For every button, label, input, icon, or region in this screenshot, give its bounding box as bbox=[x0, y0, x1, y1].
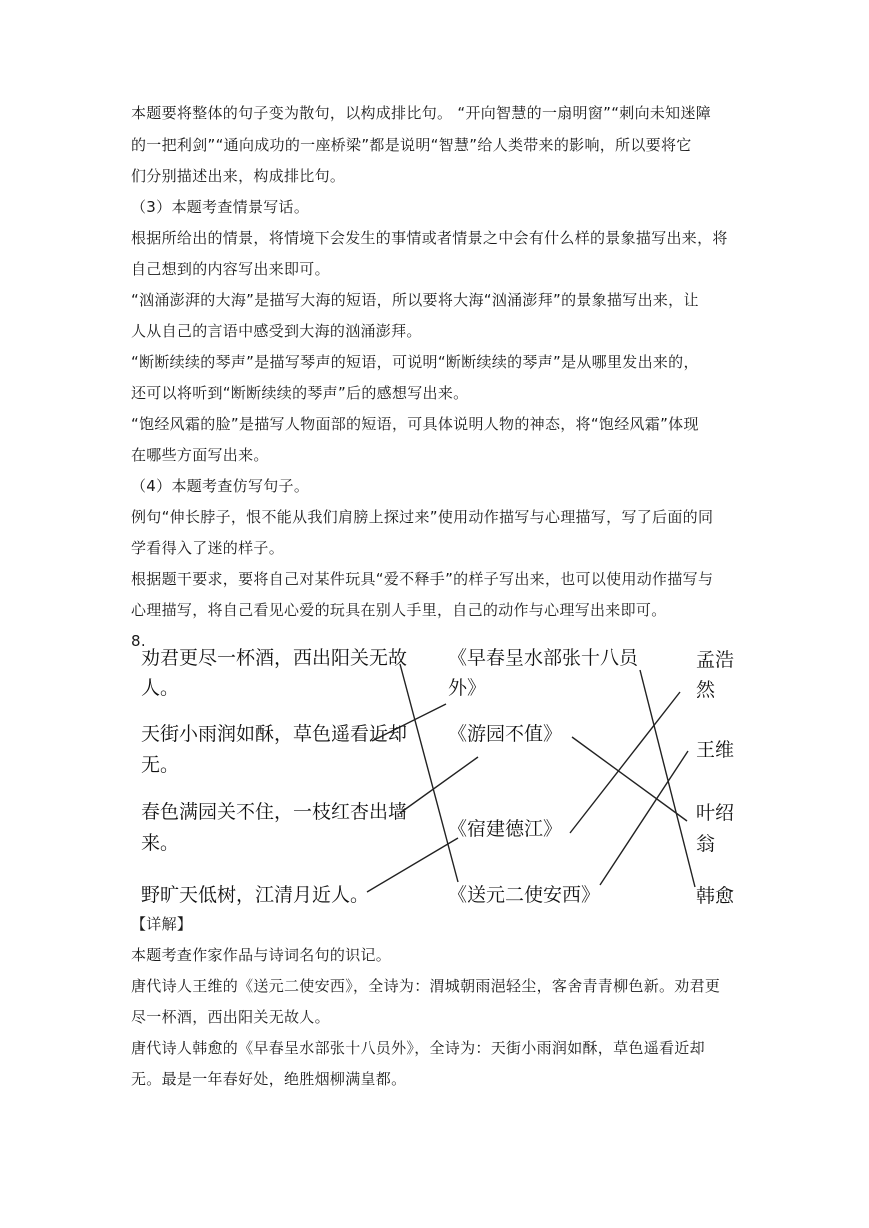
author-item: 孟浩 bbox=[696, 649, 735, 671]
connector-line bbox=[640, 670, 695, 887]
paragraph-line: 心理描写，将自己看见心爱的玩具在别人手里，自己的动作与心理写出来即可。 bbox=[131, 601, 667, 619]
verse-item: 劝君更尽一杯酒，西出阳关无故 bbox=[141, 647, 408, 669]
paragraph-line: 根据所给出的情景，将情境下会发生的事情或者情景之中会有什么样的景象描写出来，将 bbox=[131, 229, 728, 247]
verse-item: 无。 bbox=[141, 754, 180, 776]
question-number: 8. bbox=[131, 632, 146, 650]
connector-line bbox=[367, 838, 458, 892]
title-item: 《宿建德江》 bbox=[448, 818, 563, 840]
title-item: 《送元二使安西》 bbox=[448, 884, 601, 906]
title-item: 外》 bbox=[448, 677, 487, 699]
title-item: 《早春呈水部张十八员 bbox=[448, 647, 639, 669]
paragraph-line: 尽一杯酒，西出阳关无故人。 bbox=[131, 1008, 330, 1026]
paragraph-line: 的一把利剑”“通向成功的一座桥梁”都是说明“智慧”给人类带来的影响，所以要将它 bbox=[131, 136, 692, 154]
author-item: 王维 bbox=[696, 739, 735, 761]
author-item: 翁 bbox=[696, 833, 716, 855]
paragraph-line: 在哪些方面写出来。 bbox=[131, 446, 269, 464]
title-item: 《游园不值》 bbox=[448, 723, 563, 745]
connector-line bbox=[400, 757, 478, 813]
paragraph-line: 唐代诗人王维的《送元二使安西》，全诗为：渭城朝雨浥轻尘，客舍青青柳色新。劝君更 bbox=[131, 977, 721, 995]
paragraph-line: 们分别描述出来，构成排比句。 bbox=[131, 167, 346, 185]
paragraph-line: 学看得入了迷的样子。 bbox=[131, 539, 285, 557]
paragraph-line: 自己想到的内容写出来即可。 bbox=[131, 260, 330, 278]
verse-item: 春色满园关不住，一枝红杏出墙 bbox=[141, 801, 408, 823]
connector-line bbox=[600, 751, 688, 885]
paragraph-line: 人从自己的言语中感受到大海的汹涌澎拜。 bbox=[131, 322, 422, 340]
paragraph-line: （3）本题考查情景写话。 bbox=[131, 198, 310, 216]
paragraph-line: “断断续续的琴声”是描写琴声的短语，可说明“断断续续的琴声”是从哪里发出来的， bbox=[131, 353, 699, 371]
verse-item: 天街小雨润如酥，草色遥看近却 bbox=[141, 723, 408, 745]
author-item: 叶绍 bbox=[696, 802, 735, 824]
author-item: 然 bbox=[696, 679, 716, 701]
paragraph-line: 本题考查作家作品与诗词名句的识记。 bbox=[131, 946, 392, 964]
author-item: 韩愈 bbox=[696, 885, 735, 907]
paragraph-line: 还可以将听到“断断续续的琴声”后的感想写出来。 bbox=[131, 384, 469, 402]
paragraph-line: 根据题干要求，要将自己对某件玩具“爱不释手”的样子写出来，也可以使用动作描写与 bbox=[131, 570, 714, 588]
verse-item: 人。 bbox=[141, 677, 180, 699]
paragraph-line: 本题要将整体的句子变为散句，以构成排比句。 “开向智慧的一扇明窗”“刺向未知迷障 bbox=[131, 104, 712, 122]
paragraph-line: “汹涌澎湃的大海”是描写大海的短语，所以要将大海“汹涌澎拜”的景象描写出来，让 bbox=[131, 291, 699, 309]
paragraph-line: “饱经风霜的脸”是描写人物面部的短语，可具体说明人物的神态，将“饱经风霜”体现 bbox=[131, 415, 699, 433]
paragraph-line: 例句“伸长脖子，恨不能从我们肩膀上探过来”使用动作描写与心理描写，写了后面的同 bbox=[131, 508, 714, 526]
verse-item: 野旷天低树，江清月近人。 bbox=[141, 884, 370, 906]
paragraph-line: 唐代诗人韩愈的《早春呈水部张十八员外》，全诗为：天街小雨润如酥，草色遥看近却 bbox=[131, 1039, 705, 1057]
paragraph-line: 无。最是一年春好处，绝胜烟柳满皇都。 bbox=[131, 1070, 407, 1088]
verse-item: 来。 bbox=[141, 832, 180, 854]
section-heading: 【详解】 bbox=[131, 915, 193, 933]
paragraph-line: （4）本题考查仿写句子。 bbox=[131, 477, 310, 495]
